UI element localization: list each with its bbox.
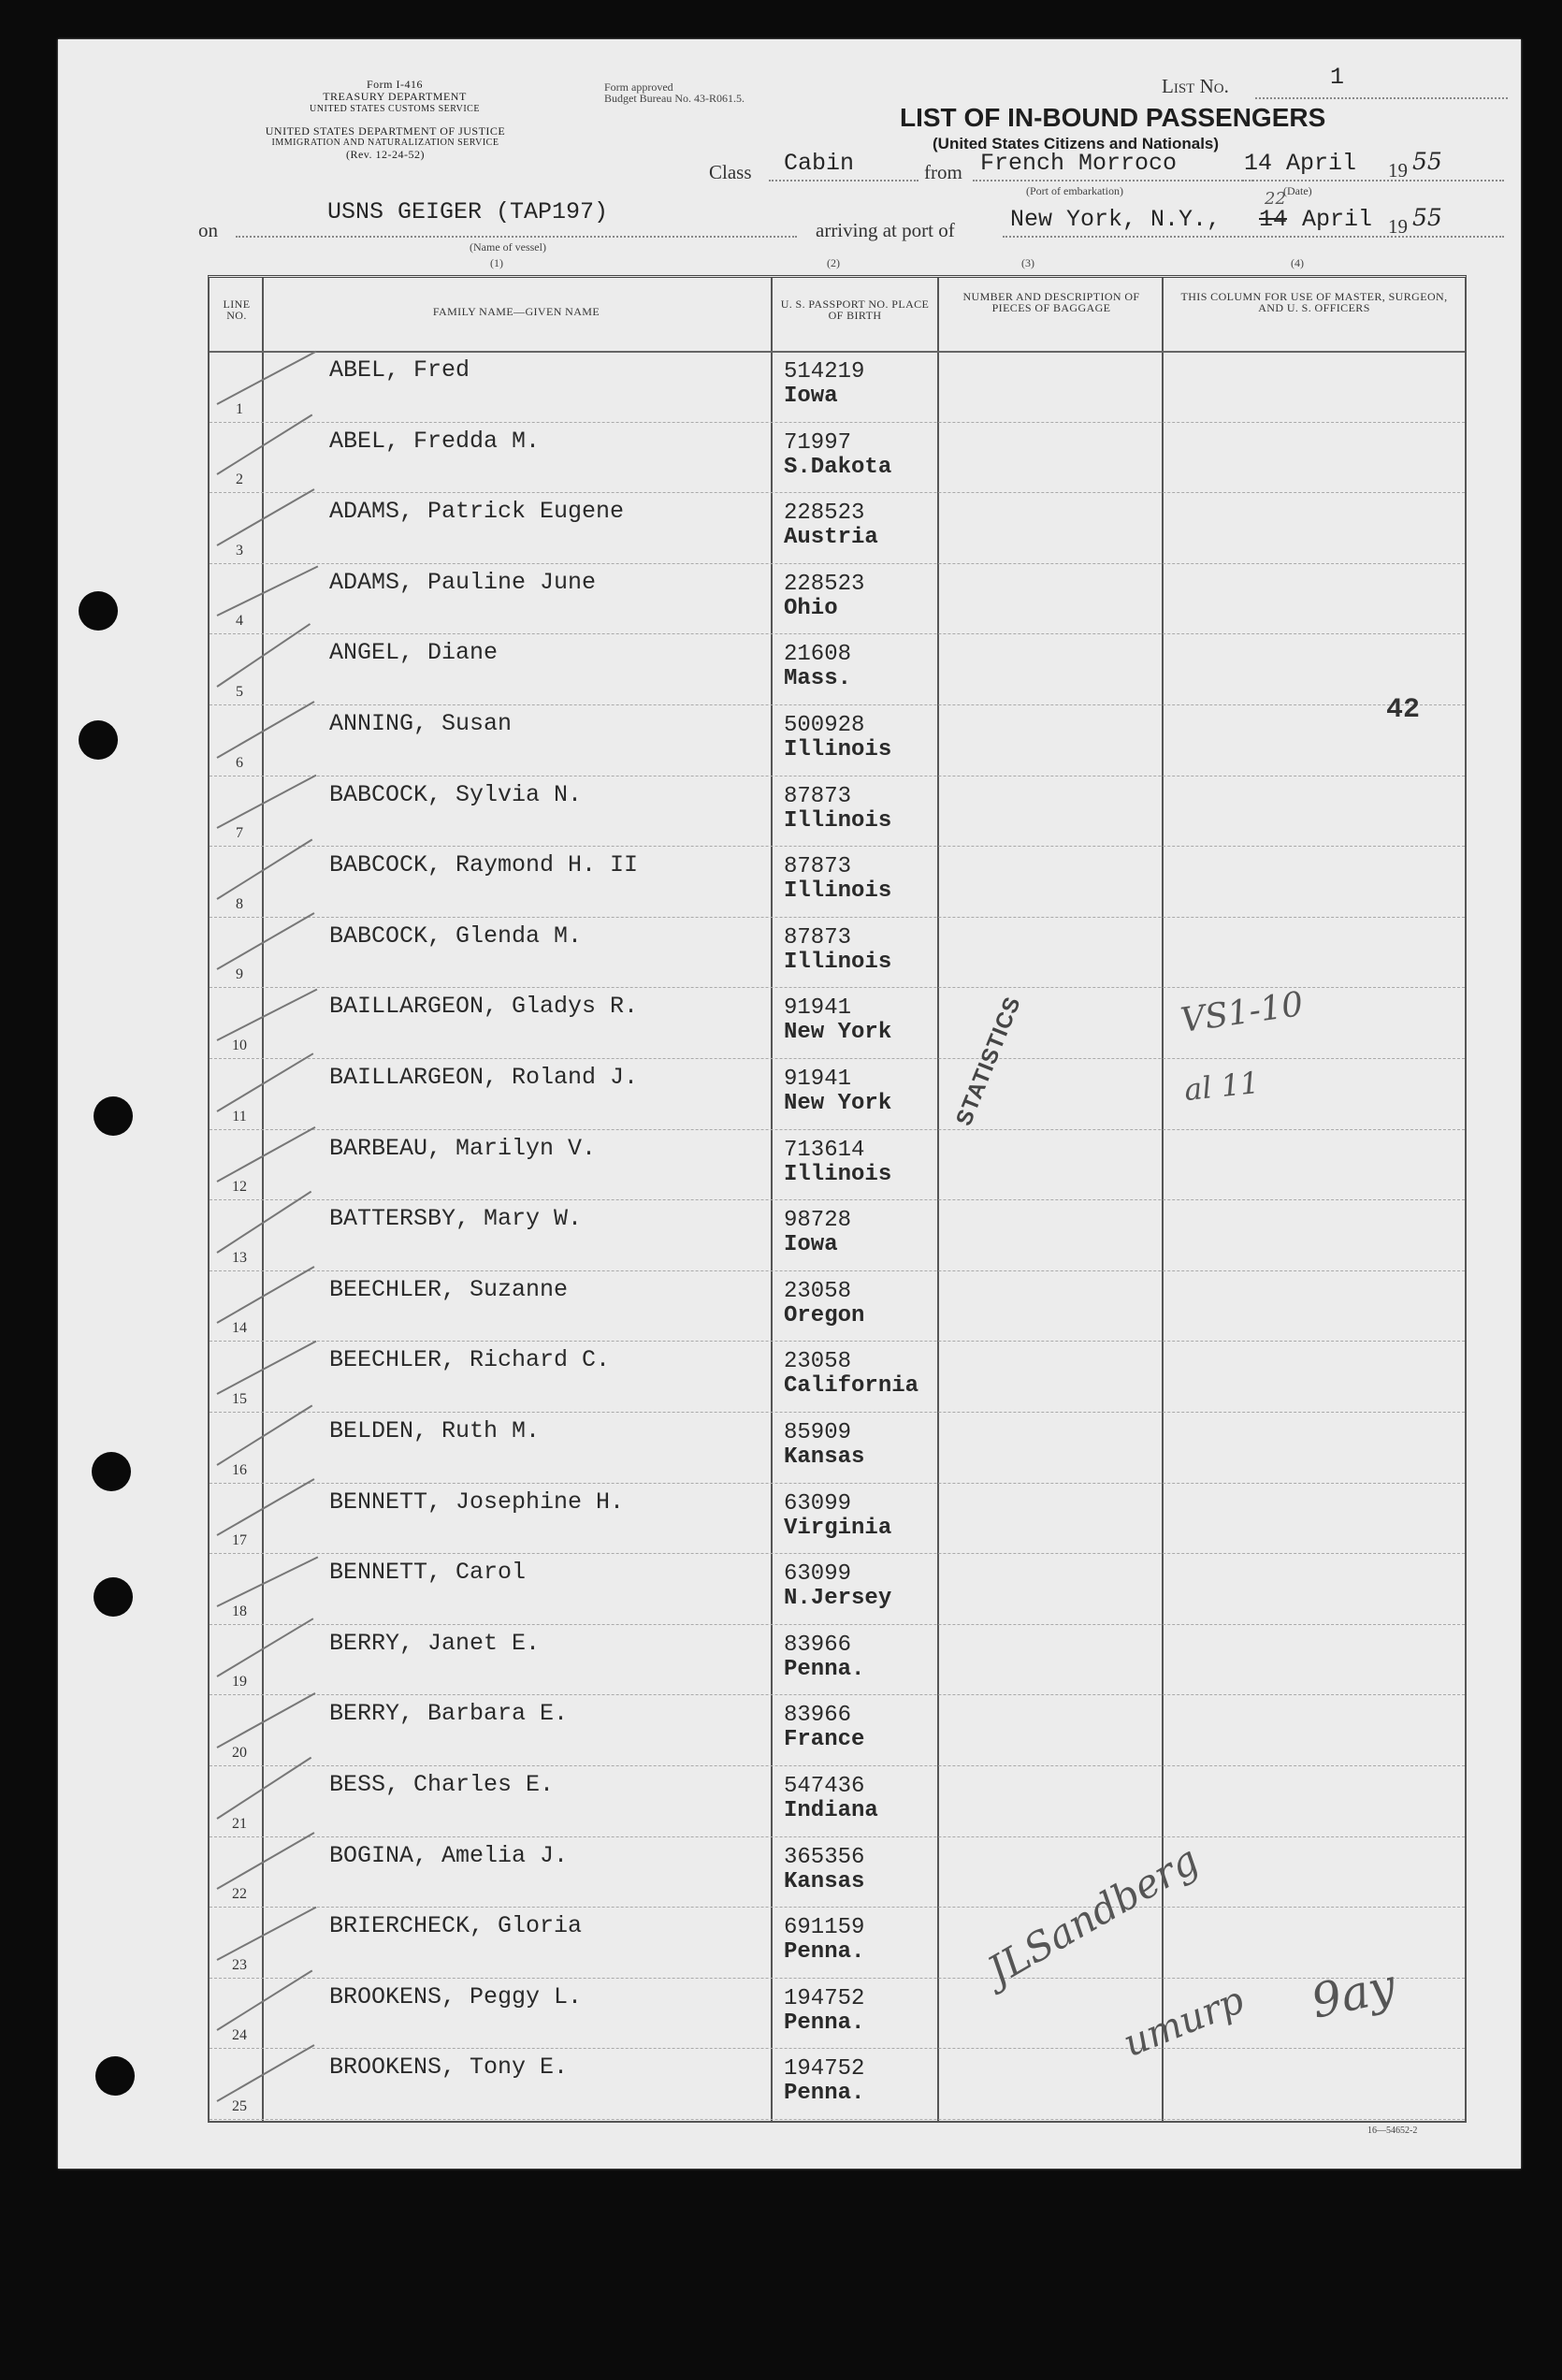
place-of-birth: New York [784, 1091, 892, 1116]
check-mark [217, 566, 319, 617]
passport-number: 194752 [784, 1985, 865, 2011]
passenger-name: ADAMS, Pauline June [329, 568, 597, 596]
passport-number: 91941 [784, 995, 852, 1022]
line-number: 24 [232, 2027, 247, 2044]
immigration-service: IMMIGRATION AND NATURALIZATION SERVICE [271, 138, 499, 148]
passenger-name: ANNING, Susan [329, 710, 513, 737]
vessel-line [236, 236, 797, 238]
passenger-name: BERRY, Janet E. [329, 1629, 541, 1657]
binder-hole [79, 720, 118, 760]
form-subtitle: (United States Citizens and Nationals) [933, 135, 1220, 152]
passport-number: 98728 [784, 1208, 852, 1234]
passport-and-birthplace [784, 431, 891, 480]
passport-and-birthplace [784, 501, 878, 550]
place-of-birth: Illinois [784, 807, 892, 834]
customs-service: UNITED STATES CUSTOMS SERVICE [310, 104, 480, 114]
passport-number: 514219 [784, 359, 865, 385]
passenger-name: BESS, Charles E. [329, 1771, 555, 1798]
place-of-birth: Virginia [784, 1515, 892, 1541]
table-row [210, 1129, 1465, 1201]
line-number: 16 [232, 1461, 247, 1478]
place-of-birth: Kansas [784, 1868, 865, 1894]
passenger-name: BENNETT, Josephine H. [329, 1488, 625, 1516]
check-mark [217, 488, 315, 546]
passport-number: 691159 [784, 1915, 865, 1941]
passport-and-birthplace [784, 785, 891, 834]
port-line [973, 180, 1253, 181]
form-approved: Form approved [604, 80, 673, 94]
passport-number: 228523 [784, 501, 865, 527]
passport-number: 85909 [784, 1420, 852, 1445]
passport-number: 63099 [784, 1561, 852, 1588]
line-number: 3 [236, 542, 243, 559]
line-number: 17 [232, 1532, 247, 1549]
passenger-name: BERRY, Barbara E. [329, 1700, 569, 1728]
print-code: 16—54652-2 [1367, 2126, 1418, 2136]
passport-number: 87873 [784, 854, 852, 880]
column-2-number: (2) [827, 256, 840, 269]
passport-number: 228523 [784, 571, 865, 597]
form-title: LIST OF IN-BOUND PASSENGERS [900, 103, 1326, 132]
arrival-port: New York, N.Y., [1010, 206, 1222, 233]
place-of-birth: Penna. [784, 2081, 865, 2107]
place-of-birth: Illinois [784, 737, 892, 762]
column-4-number: (4) [1291, 256, 1304, 269]
check-mark [217, 1126, 316, 1183]
statistics-stamp: STATISTICS [951, 993, 1026, 1130]
from-label: from [924, 161, 962, 183]
check-mark [216, 1052, 313, 1112]
signature-second: umurp [1117, 1979, 1251, 2066]
line-number: 13 [232, 1249, 247, 1266]
passenger-name: ANGEL, Diane [329, 639, 499, 667]
passport-and-birthplace [784, 1775, 878, 1823]
passport-and-birthplace [784, 643, 851, 691]
passenger-name: BENNETT, Carol [329, 1559, 527, 1587]
passport-and-birthplace [784, 1209, 851, 1257]
passenger-name: BROOKENS, Tony E. [329, 2053, 569, 2082]
table-row [210, 1765, 1465, 1837]
line-number: 22 [232, 1886, 247, 1903]
class-line [769, 180, 918, 181]
binder-hole [92, 1452, 131, 1491]
departure-year-prefix: 19 [1388, 159, 1408, 181]
department-justice: UNITED STATES DEPARTMENT OF JUSTICE [265, 124, 506, 138]
passenger-name: BRIERCHECK, Gloria [329, 1912, 583, 1940]
passport-number: 87873 [784, 924, 852, 951]
line-number: 5 [236, 683, 243, 700]
passenger-name: BAILLARGEON, Gladys R. [329, 993, 639, 1021]
list-no-label: List No. [1162, 75, 1229, 97]
check-mark [217, 1341, 317, 1395]
passport-and-birthplace [784, 2057, 864, 2106]
table-row [210, 1341, 1465, 1413]
passport-and-birthplace [784, 1280, 864, 1328]
check-mark [216, 414, 312, 475]
table-row [210, 846, 1465, 918]
table-row [210, 776, 1465, 848]
place-of-birth: Ohio [784, 595, 838, 621]
check-mark [217, 1478, 315, 1536]
table-row [210, 1553, 1465, 1625]
table-row [210, 563, 1465, 635]
table-row [210, 1978, 1465, 2050]
passport-number: 500928 [784, 713, 865, 738]
arrival-line [1003, 236, 1504, 238]
passport-number: 194752 [784, 2056, 865, 2082]
passenger-name: BEECHLER, Richard C. [329, 1346, 611, 1374]
table-row [210, 1624, 1465, 1696]
table-row [210, 351, 1465, 423]
passenger-name: BAILLARGEON, Roland J. [329, 1064, 639, 1091]
place-of-birth: Illinois [784, 878, 892, 905]
passenger-name: BARBEAU, Marilyn V. [329, 1134, 597, 1162]
check-mark [216, 838, 312, 899]
passport-and-birthplace [784, 714, 891, 762]
passenger-name: BABCOCK, Sylvia N. [329, 780, 583, 808]
line-number: 21 [232, 1815, 247, 1832]
arriving-label: arriving at port of [816, 219, 955, 241]
departure-year: 55 [1412, 148, 1442, 175]
passenger-name: BROOKENS, Peggy L. [329, 1982, 583, 2010]
place-of-birth: Penna. [784, 2010, 865, 2036]
passport-number: 83966 [784, 1703, 852, 1729]
passenger-name: ABEL, Fred [329, 356, 470, 384]
binder-hole [95, 2056, 135, 2096]
passenger-name: BATTERSBY, Mary W. [329, 1205, 583, 1233]
arrival-month: April [1302, 206, 1373, 233]
place-of-birth: Illinois [784, 949, 892, 975]
revision-date: (Rev. 12-24-52) [345, 148, 426, 161]
table-row [210, 1058, 1465, 1130]
place-of-birth: California [784, 1373, 919, 1400]
table-row [210, 633, 1465, 705]
form-number: Form I-416 [367, 78, 423, 91]
place-of-birth: Mass. [784, 666, 852, 692]
table-row [210, 1412, 1465, 1484]
passenger-name: BABCOCK, Glenda M. [329, 922, 583, 950]
binder-hole [94, 1577, 133, 1617]
check-mark [216, 1970, 312, 2031]
place-of-birth: Illinois [784, 1161, 892, 1187]
table-row [210, 704, 1465, 776]
passenger-name: BABCOCK, Raymond H. II [329, 851, 639, 879]
signature-inspector: JLSandberg [979, 1836, 1207, 1994]
passport-and-birthplace [784, 1633, 864, 1682]
passport-number: 63099 [784, 1490, 852, 1517]
line-number: 9 [236, 966, 243, 983]
place-of-birth: Iowa [784, 384, 838, 409]
passport-number: 23058 [784, 1278, 852, 1304]
vessel-name: USNS GEIGER (TAP197) [327, 198, 609, 225]
place-of-birth: New York [784, 1020, 892, 1046]
line-number: 1 [236, 400, 243, 417]
passport-and-birthplace [784, 1067, 891, 1116]
header-passport: U. S. PASSPORT NO. PLACE OF BIRTH [780, 298, 930, 322]
passport-and-birthplace [784, 926, 891, 975]
margin-number: 42 [1386, 694, 1421, 726]
place-of-birth: Oregon [784, 1302, 865, 1328]
check-mark [217, 1692, 316, 1749]
check-mark [216, 1756, 311, 1819]
check-mark [217, 913, 315, 971]
line-number: 7 [236, 825, 243, 842]
passport-number: 87873 [784, 783, 852, 809]
passport-number: 71997 [784, 429, 852, 456]
list-no-value: 1 [1330, 64, 1345, 91]
place-of-birth: France [784, 1727, 865, 1753]
place-of-birth: N.Jersey [784, 1586, 892, 1612]
line-number: 12 [232, 1179, 247, 1196]
passport-and-birthplace [784, 1562, 891, 1611]
handwritten-note-al: al 11 [1182, 1064, 1261, 1109]
passport-and-birthplace [784, 1846, 864, 1894]
check-mark [216, 1404, 312, 1465]
date-caption: (Date) [1283, 184, 1312, 197]
table-row [210, 1270, 1465, 1342]
passport-number: 23058 [784, 1349, 852, 1375]
passport-number: 365356 [784, 1844, 865, 1870]
handwritten-note-vs: VS1-10 [1178, 985, 1306, 1040]
line-number: 2 [236, 472, 243, 488]
line-number: 4 [236, 613, 243, 630]
line-number: 11 [232, 1108, 247, 1125]
passport-and-birthplace [784, 996, 891, 1045]
table-row [210, 422, 1465, 494]
check-mark [217, 1907, 317, 1961]
check-mark [217, 1556, 319, 1606]
passport-and-birthplace [784, 1139, 891, 1187]
list-no-line [1255, 97, 1508, 99]
line-number: 6 [236, 754, 243, 771]
place-of-birth: Kansas [784, 1444, 865, 1470]
passport-and-birthplace [784, 1987, 864, 2036]
header-line-no: LINE NO. [223, 298, 251, 322]
on-label: on [198, 219, 218, 241]
line-number: 19 [232, 1674, 247, 1691]
port-of-embarkation: French Morroco [980, 150, 1178, 177]
arrival-year-prefix: 19 [1388, 215, 1408, 238]
header-officers-column: THIS COLUMN FOR USE OF MASTER, SURGEON, AND U. S. OFFICERS [1180, 290, 1448, 314]
passenger-name: ABEL, Fredda M. [329, 427, 541, 455]
signature-initials: 9ay [1306, 1958, 1400, 2029]
passport-number: 547436 [784, 1774, 865, 1799]
passenger-table [208, 275, 1467, 2123]
line-number: 25 [232, 2097, 247, 2114]
table-row [210, 492, 1465, 564]
passport-and-birthplace [784, 855, 891, 904]
column-1-number: (1) [490, 256, 503, 269]
binder-hole [94, 1096, 133, 1136]
department-treasury: TREASURY DEPARTMENT [323, 90, 467, 103]
place-of-birth: Penna. [784, 1656, 865, 1682]
line-number: 18 [232, 1603, 247, 1619]
passport-and-birthplace [784, 573, 864, 621]
header-family-name: FAMILY NAME—GIVEN NAME [432, 305, 600, 318]
line-number: 23 [232, 1956, 247, 1973]
place-of-birth: Penna. [784, 1939, 865, 1966]
port-caption: (Port of embarkation) [1026, 184, 1123, 197]
passport-and-birthplace [784, 1492, 891, 1541]
passport-number: 21608 [784, 642, 852, 668]
passport-and-birthplace [784, 1421, 864, 1470]
table-row [210, 2048, 1465, 2120]
vessel-caption: (Name of vessel) [470, 240, 546, 254]
passport-number: 91941 [784, 1067, 852, 1092]
check-mark [217, 989, 318, 1041]
binder-hole [79, 591, 118, 631]
date-line [1242, 180, 1504, 181]
place-of-birth: Austria [784, 525, 878, 551]
passport-and-birthplace [784, 1704, 864, 1752]
passenger-name: BELDEN, Ruth M. [329, 1417, 541, 1444]
check-mark [217, 350, 317, 404]
passenger-manifest-page [58, 39, 1521, 2169]
check-mark [217, 775, 317, 829]
passport-number: 83966 [784, 1632, 852, 1658]
line-number: 15 [232, 1390, 247, 1407]
check-mark [217, 701, 315, 759]
arrival-year: 55 [1412, 204, 1442, 231]
class-label: Class [709, 161, 752, 183]
line-number: 20 [232, 1744, 247, 1761]
passport-and-birthplace [784, 1350, 918, 1399]
check-mark [216, 1618, 313, 1678]
check-mark [216, 1191, 311, 1254]
check-mark [217, 1267, 315, 1325]
arrival-day-handwritten: 22 [1265, 189, 1286, 209]
table-row [210, 1907, 1465, 1979]
place-of-birth: Iowa [784, 1232, 838, 1258]
line-number: 8 [236, 895, 243, 912]
passenger-name: ADAMS, Patrick Eugene [329, 498, 625, 526]
column-3-number: (3) [1021, 256, 1034, 269]
passenger-name: BEECHLER, Suzanne [329, 1275, 569, 1303]
class-value: Cabin [784, 150, 855, 177]
passport-and-birthplace [784, 1916, 864, 1965]
table-row [210, 917, 1465, 989]
departure-date: 14 April [1244, 150, 1357, 177]
place-of-birth: S.Dakota [784, 454, 892, 480]
table-row [210, 1483, 1465, 1555]
place-of-birth: Indiana [784, 1798, 878, 1823]
passport-and-birthplace [784, 360, 864, 409]
passport-number: 713614 [784, 1137, 865, 1163]
header-separator [210, 278, 1465, 353]
line-number: 10 [232, 1037, 247, 1053]
budget-bureau: Budget Bureau No. 43-R061.5. [604, 92, 745, 105]
line-number: 14 [232, 1320, 247, 1337]
table-row [210, 1694, 1465, 1766]
table-row [210, 1836, 1465, 1908]
check-mark [217, 2044, 315, 2102]
table-row [210, 1199, 1465, 1271]
arrival-day-struck: 14 [1259, 206, 1288, 233]
check-mark [217, 1832, 315, 1890]
passenger-name: BOGINA, Amelia J. [329, 1841, 569, 1869]
header-baggage: NUMBER AND DESCRIPTION OF PIECES OF BAGGAGE [962, 290, 1140, 314]
